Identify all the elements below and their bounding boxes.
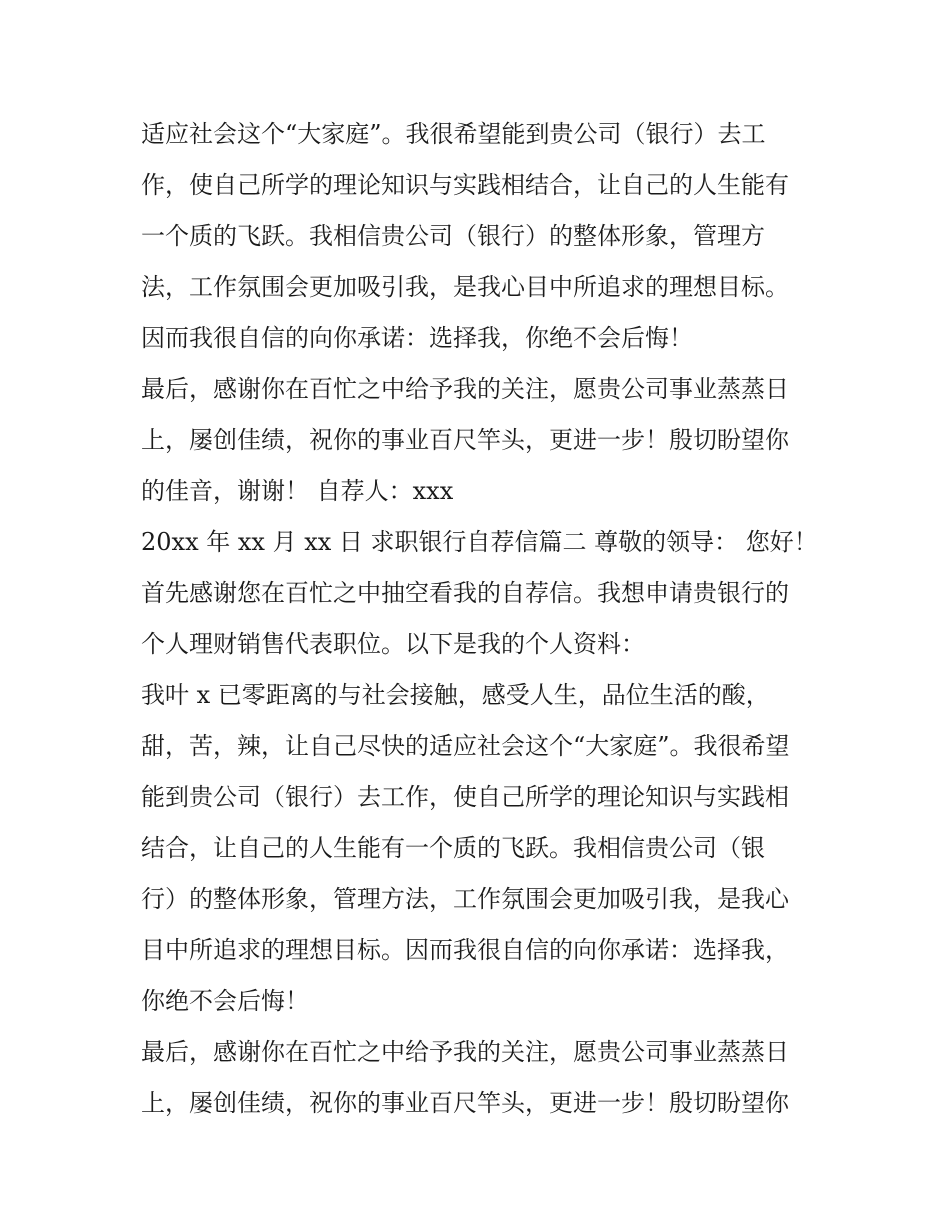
text-line: 20xx 年 xx 月 xx 日 求职银行自荐信篇二 尊敬的领导： 您好！ <box>141 528 818 556</box>
text-line: 最后，感谢你在百忙之中给予我的关注，愿贵公司事业蒸蒸日 <box>141 1038 789 1066</box>
body-text <box>141 109 821 1129</box>
text-line: 你绝不会后悔！ <box>141 987 309 1015</box>
text-line: 甜，苦，辣，让自己尽快的适应社会这个“大家庭”。我很希望 <box>141 732 790 760</box>
text-line: 结合，让自己的人生能有一个质的飞跃。我相信贵公司（银 <box>141 834 765 862</box>
text-line: 目中所追求的理想目标。因而我很自信的向你承诺：选择我， <box>141 936 789 964</box>
text-line: 一个质的飞跃。我相信贵公司（银行）的整体形象，管理方 <box>141 222 765 250</box>
text-line: 适应社会这个“大家庭”。我很希望能到贵公司（银行）去工 <box>141 120 766 148</box>
text-line: 能到贵公司（银行）去工作，使自己所学的理论知识与实践相 <box>141 783 789 811</box>
text-line: 首先感谢您在百忙之中抽空看我的自荐信。我想申请贵银行的 <box>141 579 789 607</box>
text-line: 个人理财销售代表职位。以下是我的个人资料： <box>141 630 645 658</box>
text-line: 的佳音，谢谢！ 自荐人：xxx <box>141 477 454 505</box>
text-line: 法，工作氛围会更加吸引我，是我心目中所追求的理想目标。 <box>141 273 789 301</box>
text-line: 作，使自己所学的理论知识与实践相结合，让自己的人生能有 <box>141 171 789 199</box>
text-line: 行）的整体形象，管理方法，工作氛围会更加吸引我，是我心 <box>141 885 789 913</box>
text-line: 上，屡创佳绩，祝你的事业百尺竿头，更进一步！殷切盼望你 <box>141 426 789 454</box>
text-line: 最后，感谢你在百忙之中给予我的关注，愿贵公司事业蒸蒸日 <box>141 375 789 403</box>
text-line: 因而我很自信的向你承诺：选择我，你绝不会后悔！ <box>141 324 693 352</box>
text-line: 上，屡创佳绩，祝你的事业百尺竿头，更进一步！殷切盼望你 <box>141 1089 789 1117</box>
text-line: 我叶 x 已零距离的与社会接触，感受人生，品位生活的酸， <box>141 681 770 709</box>
